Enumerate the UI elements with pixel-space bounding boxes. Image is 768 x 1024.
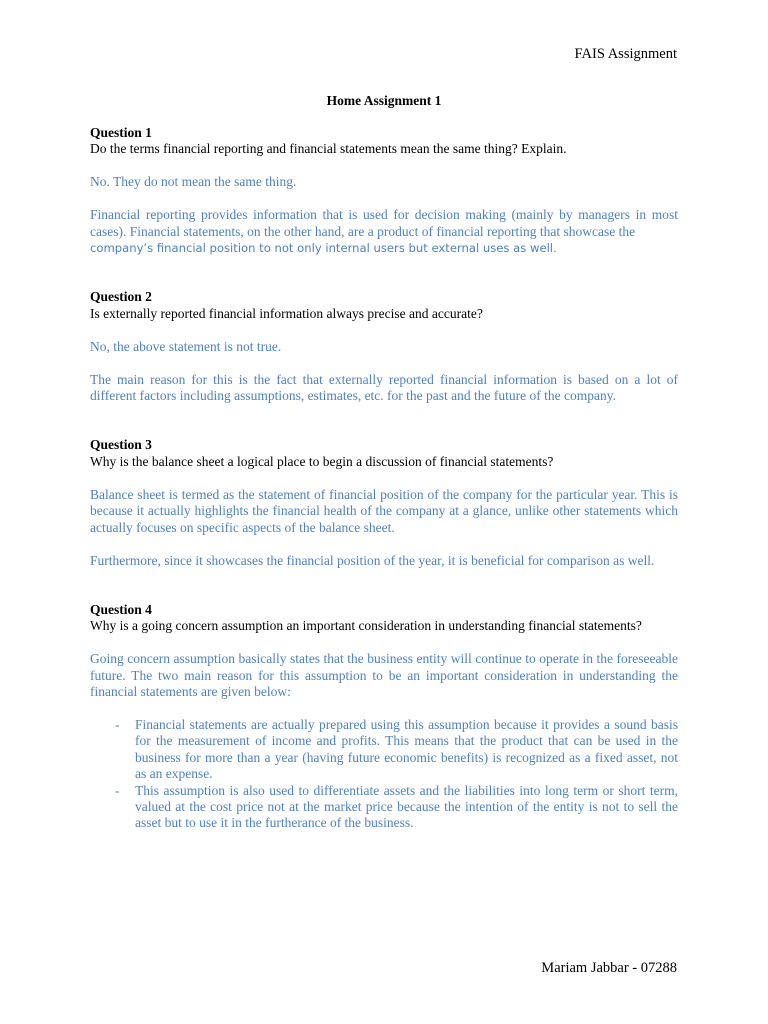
answer-paragraph: No, the above statement is not true. bbox=[90, 338, 282, 354]
question-label: Question 4 bbox=[90, 601, 152, 617]
question-3 bbox=[90, 437, 678, 568]
question-text: Why is a going concern assumption an important consideration in understanding financial statements? bbox=[90, 618, 642, 634]
question-label: Question 1 bbox=[90, 125, 152, 140]
bullet-list bbox=[90, 717, 678, 832]
page-header: FAIS Assignment bbox=[574, 46, 677, 62]
page-footer: Mariam Jabbar - 07288 bbox=[541, 960, 677, 976]
list-item-text: Financial statements are actually prepared using this assumption because it provides a sound basis for the measurement of income and profits. This means that the product that can be used in the business for more than a year (having future economic benefits) is recognized as a fixed asset, not as an expense. bbox=[135, 716, 678, 782]
question-4 bbox=[90, 602, 678, 832]
section-gap bbox=[90, 404, 678, 437]
document-title: Home Assignment 1 bbox=[326, 93, 442, 108]
question-text: Why is the balance sheet a logical place to begin a discussion of financial statements? bbox=[90, 453, 554, 469]
answer-paragraph: Going concern assumption basically states that the business entity will continue to operate in the foreseeable future. The two main reason for this assumption to be an important consideration in understanding the financial statements are given below: bbox=[90, 651, 678, 700]
list-item bbox=[90, 783, 678, 832]
answer-paragraph: company’s financial position to not only internal users but external uses as well. bbox=[90, 241, 557, 256]
answer-paragraph: Financial reporting provides information that is used for decision making (mainly by managers in most cases). Financial statements, on the other hand, are a product of financial reporting that showcase the bbox=[90, 207, 678, 239]
question-label: Question 2 bbox=[90, 289, 152, 305]
answer-paragraph: The main reason for this is the fact that externally reported financial information is based on a lot of different factors including assumptions, estimates, etc. for the past and the future of the company. bbox=[90, 371, 678, 404]
answer-paragraph: Balance sheet is termed as the statement of financial position of the company for the particular year. This is because it actually highlights the financial health of the company at a glance, unlike other statements which actually focuses on specific aspects of the balance sheet. bbox=[90, 486, 678, 535]
section-gap bbox=[90, 569, 678, 602]
answer-paragraph: Furthermore, since it showcases the financial position of the year, it is beneficial for comparison as well. bbox=[90, 552, 655, 568]
question-label: Question 3 bbox=[90, 437, 152, 453]
list-item bbox=[90, 717, 678, 783]
answer-paragraph: No. They do not mean the same thing. bbox=[90, 174, 297, 190]
list-item-text: This assumption is also used to differentiate assets and the liabilities into long term or short term, valued at the cost price not at the market price because the intention of the entity is not to sell the asset but to use it in the furtherance of the business. bbox=[135, 782, 678, 831]
question-2 bbox=[90, 289, 678, 404]
question-text: Do the terms financial reporting and financial statements mean the same thing? Explain. bbox=[90, 141, 567, 157]
question-1 bbox=[90, 125, 678, 256]
section-gap bbox=[90, 256, 678, 289]
bullet-dash: - bbox=[115, 782, 120, 798]
question-text: Is externally reported financial information always precise and accurate? bbox=[90, 305, 483, 321]
bullet-dash: - bbox=[115, 716, 120, 732]
document-body bbox=[90, 125, 678, 832]
